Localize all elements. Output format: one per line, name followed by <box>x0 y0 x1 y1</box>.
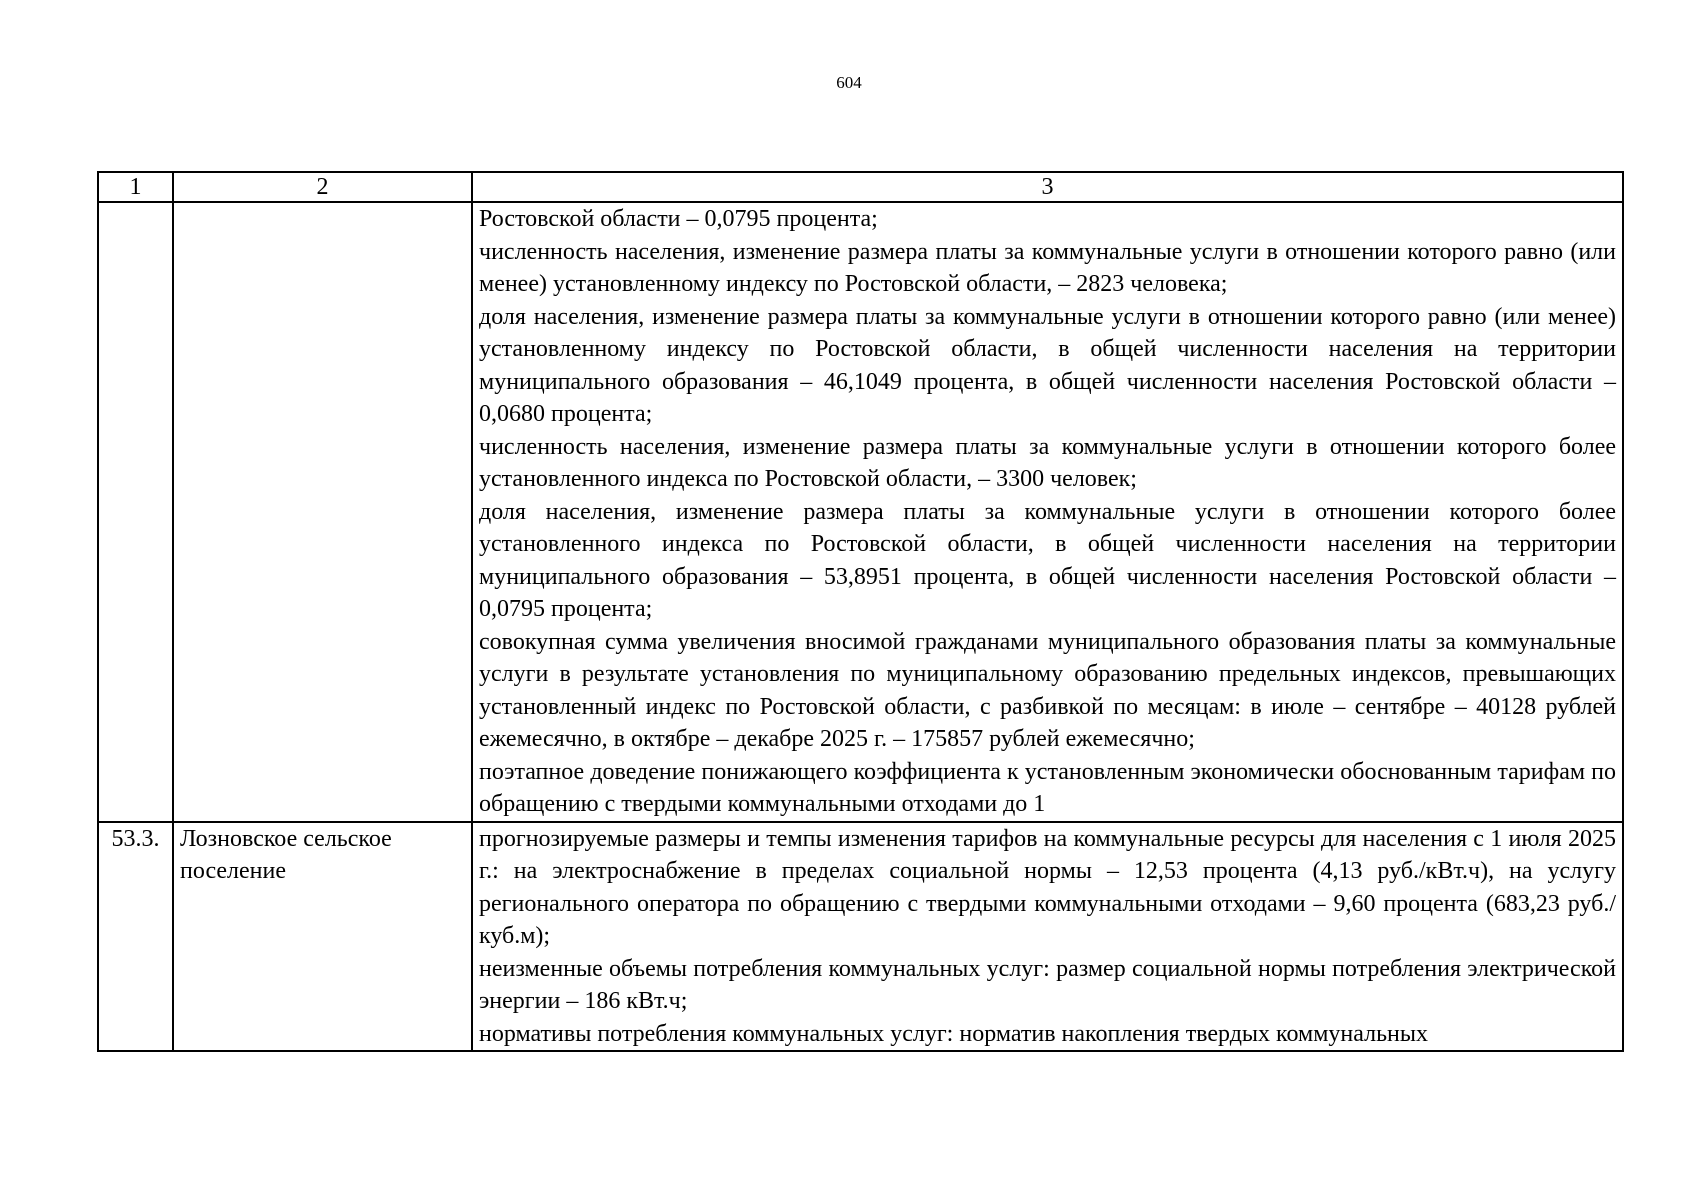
municipality-name-cell <box>173 202 472 822</box>
description-paragraph: численность населения, изменение размера платы за коммунальные услуги в отношении которого более установленного индекса по Ростовской области, – 3300 человек; <box>479 433 1616 492</box>
description-cell <box>472 822 1623 1052</box>
column-number-3: 3 <box>472 172 1623 202</box>
description-paragraph: совокупная сумма увеличения вносимой гражданами муниципального образования платы за коммунальные услуги в результате установления по муниципальному образованию предельных индексов, превышающих установленный индекс по Ростовской области, с разбивкой по месяцам: в июле – сентябре – 40128 рублей ежемесячно, в октябре – декабре 2025 г. – 175857 рублей ежемесячно; <box>479 628 1616 752</box>
description-paragraph: неизменные объемы потребления коммунальных услуг: размер социальной нормы потребления электрической энергии – 186 кВт.ч; <box>479 955 1616 1014</box>
table-row <box>98 822 1623 1052</box>
description-cell <box>472 202 1623 822</box>
description-paragraph: Ростовской области – 0,0795 процента; <box>479 206 878 232</box>
description-paragraph: нормативы потребления коммунальных услуг: норматив накопления твердых коммунальных <box>479 1020 1428 1047</box>
description-paragraph: доля населения, изменение размера платы за коммунальные услуги в отношении которого равно (или менее) установленному индексу по Ростовской области, в общей численности населения на территории муниципального образования – 46,1049 процента, в общей численности населения Ростовской области – 0,0680 процента; <box>479 303 1616 427</box>
description-paragraph: прогнозируемые размеры и темпы изменения тарифов на коммунальные ресурсы для населения с 1 июля 2025 г.: на электроснабжение в пределах социальной нормы – 12,53 процента (4,13 руб./кВт.ч), на услугу регионального оператора по обращению с твердыми коммунальными отходами – 9,60 процента (683,23 руб./куб.м); <box>479 825 1616 949</box>
row-number-cell: 53.3. <box>98 822 173 1052</box>
document-table <box>97 171 1624 1052</box>
description-paragraph: доля населения, изменение размера платы за коммунальные услуги в отношении которого более установленного индекса по Ростовской области, в общей численности населения на территории муниципального образования – 53,8951 процента, в общей численности населения Ростовской области – 0,0795 процента; <box>479 498 1616 622</box>
page-number: 604 <box>836 73 862 92</box>
table-row <box>98 202 1623 822</box>
column-number-2: 2 <box>173 172 472 202</box>
row-number-cell <box>98 202 173 822</box>
table-header-row <box>98 172 1623 202</box>
column-number-1: 1 <box>98 172 173 202</box>
description-paragraph: поэтапное доведение понижающего коэффициента к установленным экономически обоснованным тарифам по обращению с твердыми коммунальными отходами до 1 <box>479 758 1616 817</box>
description-paragraph: численность населения, изменение размера платы за коммунальные услуги в отношении которого равно (или менее) установленному индексу по Ростовской области, – 2823 человека; <box>479 238 1616 297</box>
municipality-name-cell: Лозновское сельское поселение <box>173 822 472 1052</box>
